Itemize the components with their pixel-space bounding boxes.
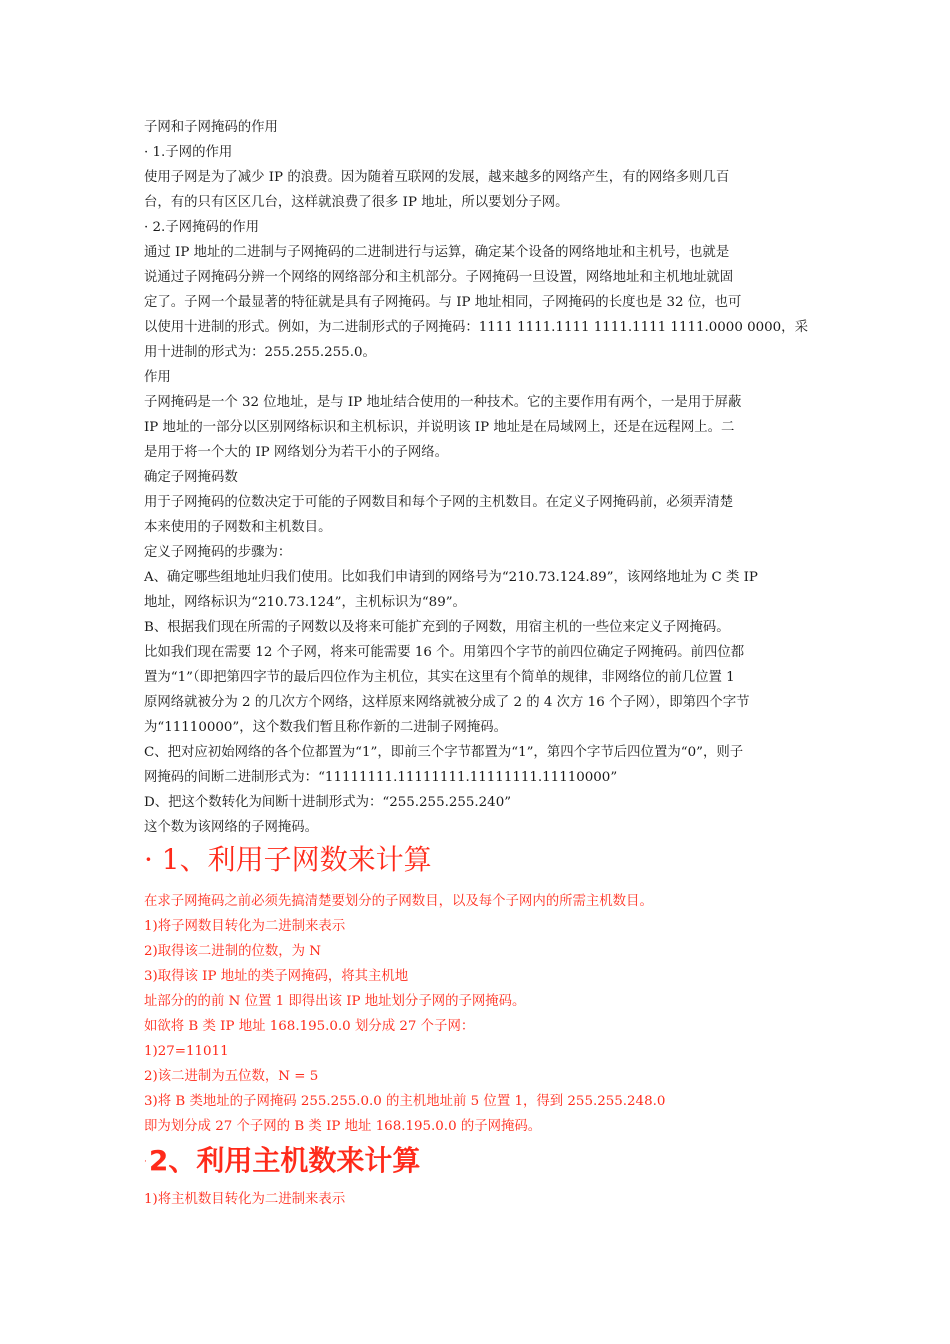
paragraph-line: 是用于将一个大的 IP 网络划分为若干小的子网络。	[144, 445, 449, 460]
section-heading: 确定子网掩码数	[144, 470, 238, 485]
red-paragraph-line: 址部分的的前 N 位置 1 即得出该 IP 地址划分子网的子网掩码。	[144, 994, 526, 1009]
paragraph-line: 网掩码的间断二进制形式为：“11111111.11111111.11111111.11110000”	[144, 770, 618, 785]
paragraph-line: 原网络就被分为 2 的几次方个网络，这样原来网络就被分成了 2 的 4 次方 16 个子网），即第四个字节	[144, 695, 750, 710]
paragraph-line: 比如我们现在需要 12 个子网，将来可能需要 16 个。用第四个字节的前四位确定子网掩码。前四位都	[144, 645, 745, 660]
paragraph-line: D、把这个数转化为间断十进制形式为：“255.255.255.240”	[144, 795, 512, 810]
section-heading: 作用	[144, 370, 171, 385]
red-paragraph-line: 1)将主机数目转化为二进制来表示	[144, 1192, 346, 1207]
red-paragraph-line: 1)将子网数目转化为二进制来表示	[144, 919, 346, 934]
paragraph-line: 使用子网是为了减少 IP 的浪费。因为随着互联网的发展，越来越多的网络产生，有的网络多则几百	[144, 170, 730, 185]
paragraph-line: 以使用十进制的形式。例如，为二进制形式的子网掩码：1111 1111.1111 1111.1111 1111.0000 0000，采	[144, 320, 808, 335]
heading-host-count	[144, 1143, 420, 1180]
paragraph-line: 台，有的只有区区几台，这样就浪费了很多 IP 地址，所以要划分子网。	[144, 195, 569, 210]
red-paragraph-line: 如欲将 B 类 IP 地址 168.195.0.0 划分成 27 个子网：	[144, 1019, 475, 1034]
section-heading: · 1.子网的作用	[144, 145, 233, 160]
red-paragraph-line: 2)该二进制为五位数，N = 5	[144, 1069, 319, 1084]
paragraph-line: 子网掩码是一个 32 位地址，是与 IP 地址结合使用的一种技术。它的主要作用有两个，一是用于屏蔽	[144, 395, 742, 410]
section-heading: · 2.子网掩码的作用	[144, 220, 260, 235]
paragraph-line: 用十进制的形式为：255.255.255.0。	[144, 345, 376, 360]
heading-host-count-text: 2、利用主机数来计算	[148, 1144, 421, 1177]
red-paragraph-line: 2)取得该二进制的位数，为 N	[144, 944, 322, 959]
bullet-dot: ·	[144, 1157, 147, 1167]
paragraph-line: 定了。子网一个最显著的特征就是具有子网掩码。与 IP 地址相同，子网掩码的长度也是 32 位，也可	[144, 295, 742, 310]
doc-title: 子网和子网掩码的作用	[144, 120, 278, 135]
paragraph-line: 本来使用的子网数和主机数目。	[144, 520, 332, 535]
heading-subnet-count: · 1、利用子网数来计算	[144, 843, 432, 876]
paragraph-line: 置为“1”（即把第四字节的最后四位作为主机位，其实在这里有个简单的规律，非网络位的前几位置 1	[144, 670, 735, 685]
paragraph-line: 说通过子网掩码分辨一个网络的网络部分和主机部分。子网掩码一旦设置，网络地址和主机地址就固	[144, 270, 734, 285]
paragraph-line: IP 地址的一部分以区别网络标识和主机标识，并说明该 IP 地址是在局域网上，还是在远程网上。二	[144, 420, 735, 435]
red-paragraph-line: 在求子网掩码之前必须先搞清楚要划分的子网数目，以及每个子网内的所需主机数目。	[144, 894, 653, 909]
paragraph-line: 通过 IP 地址的二进制与子网掩码的二进制进行与运算，确定某个设备的网络地址和主机号，也就是	[144, 245, 730, 260]
paragraph-line: 定义子网掩码的步骤为：	[144, 545, 292, 560]
paragraph-line: A、确定哪些组地址归我们使用。比如我们申请到的网络号为“210.73.124.89”，该网络地址为 C 类 IP	[144, 570, 758, 585]
red-paragraph-line: 3)取得该 IP 地址的类子网掩码，将其主机地	[144, 969, 409, 984]
paragraph-line: 用于子网掩码的位数决定于可能的子网数目和每个子网的主机数目。在定义子网掩码前，必须弄清楚	[144, 495, 734, 510]
paragraph-line: 地址，网络标识为“210.73.124”，主机标识为“89”。	[144, 595, 466, 610]
paragraph-line: C、把对应初始网络的各个位都置为“1”，即前三个字节都置为“1”，第四个字节后四位置为“0”，则子	[144, 745, 744, 760]
paragraph-line: B、根据我们现在所需的子网数以及将来可能扩充到的子网数，用宿主机的一些位来定义子网掩码。	[144, 620, 730, 635]
red-paragraph-line: 1)27=11011	[144, 1044, 229, 1059]
paragraph-line: 这个数为该网络的子网掩码。	[144, 820, 319, 835]
paragraph-line: 为“11110000”，这个数我们暂且称作新的二进制子网掩码。	[144, 720, 508, 735]
red-paragraph-line: 即为划分成 27 个子网的 B 类 IP 地址 168.195.0.0 的子网掩码。	[144, 1119, 542, 1134]
red-paragraph-line: 3)将 B 类地址的子网掩码 255.255.0.0 的主机地址前 5 位置 1，得到 255.255.248.0	[144, 1094, 666, 1109]
